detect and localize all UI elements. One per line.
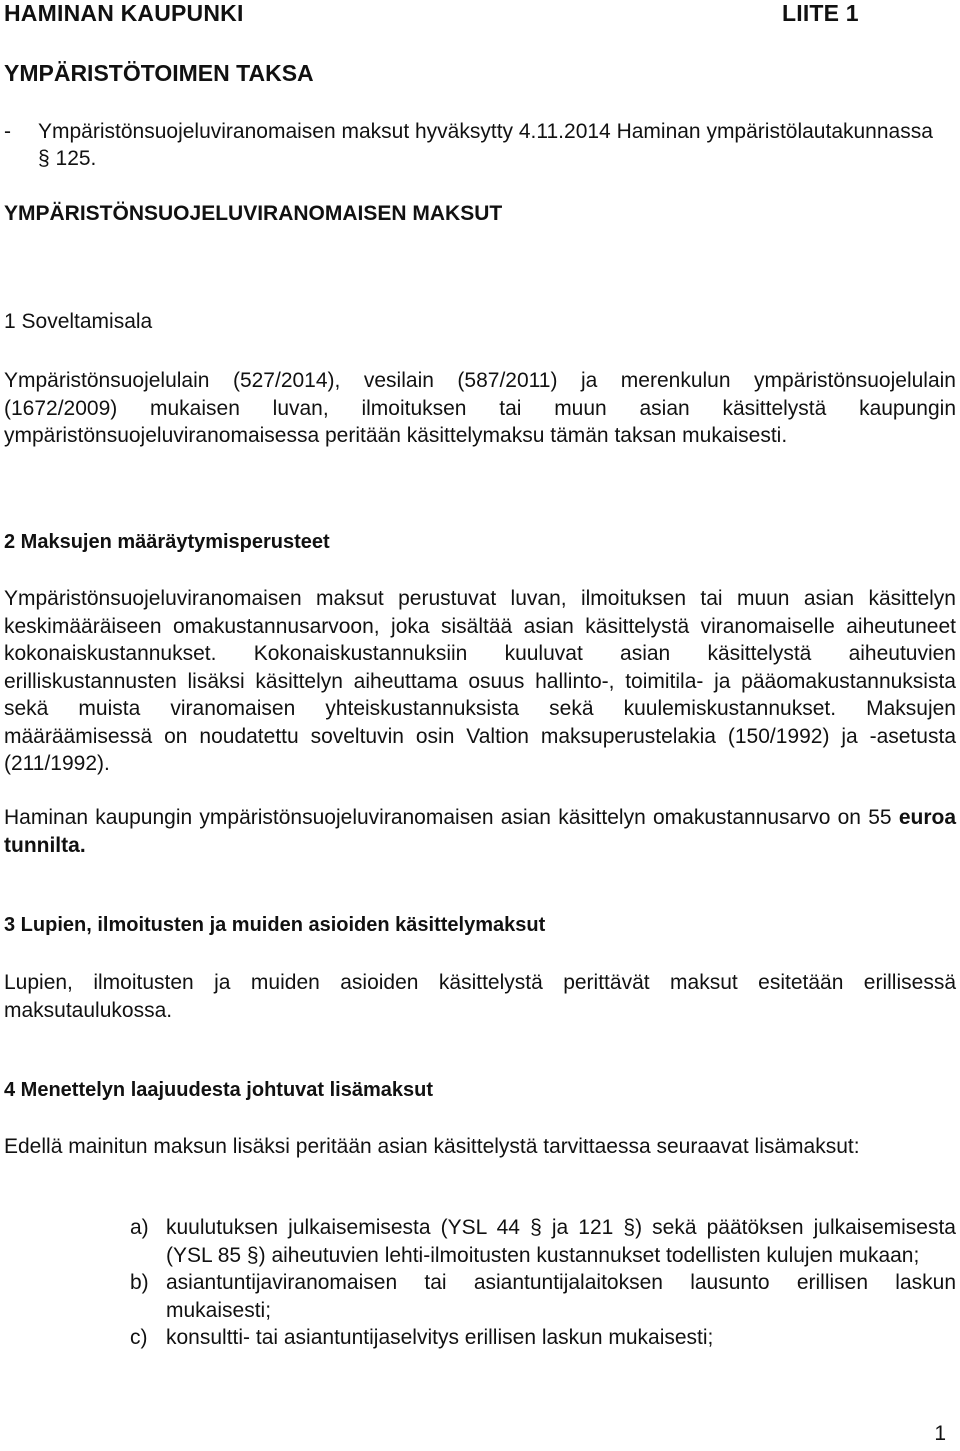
section-4-heading: 4 Menettelyn laajuudesta johtuvat lisämaksut (4, 1079, 434, 1101)
section-2-paragraph-2 (4, 804, 956, 859)
document-title: YMPÄRISTÖTOIMEN TAKSA (4, 60, 314, 86)
list-item-text: kuulutuksen julkaisemisesta (YSL 44 § ja 121 §) sekä päätöksen julkaisemisesta (YSL 85 §) aiheutuvien lehti-ilmoitusten kustannukset todellisten kulujen mukaan; (166, 1216, 956, 1267)
list-item (4, 1214, 956, 1269)
rate-unit: euroa tunnilta (4, 806, 956, 857)
organization-name: HAMINAN KAUPUNKI (4, 0, 244, 26)
page-number: 1 (934, 1422, 946, 1445)
list-item (4, 1269, 956, 1324)
attachment-label: LIITE 1 (782, 0, 859, 26)
list-marker: c) (130, 1326, 148, 1349)
list-item-text: konsultti- tai asiantuntijaselvitys erillisen laskun mukaisesti; (166, 1326, 714, 1349)
section-3-heading: 3 Lupien, ilmoitusten ja muiden asioiden käsittelymaksut (4, 914, 546, 936)
list-item (4, 1324, 956, 1352)
section-4-paragraph: Edellä mainitun maksun lisäksi peritään asian käsittelystä tarvittaessa seuraavat lisämaksut: (4, 1135, 860, 1158)
document-header (4, 0, 956, 30)
list-marker: a) (130, 1216, 149, 1239)
document-page (4, 0, 956, 1451)
section-3-paragraph: Lupien, ilmoitusten ja muiden asioiden käsittelystä perittävät maksut esitetään erillisessä maksutaulukossa. (4, 971, 956, 1022)
section-1-paragraph: Ympäristönsuojelulain (527/2014), vesilain (587/2011) ja merenkulun ympäristönsuojelulain (1672/2009) mukaisen luvan, ilmoituksen tai muun asian käsittelystä kaupungin ympäristönsuojeluviranomaisessa peritään käsittelymaksu tämän taksan mukaisesti. (4, 369, 956, 447)
list-item-text: asiantuntijaviranomaisen tai asiantuntijalaitoksen lausunto erillisen laskun mukaisesti; (166, 1271, 956, 1322)
section-2-heading: 2 Maksujen määräytymisperusteet (4, 531, 330, 553)
note-dash: - (4, 120, 11, 143)
section-2-paragraph-1: Ympäristönsuojeluviranomaisen maksut perustuvat luvan, ilmoituksen tai muun asian käsittelyn keskimääräiseen omakustannusarvoon, joka sisältää asian käsittelystä viranomaiselle aiheutuneet kokonaiskustannukset. Kokonaiskustannuksiin kuuluvat asian käsittelystä aiheutuvien erilliskustannusten lisäksi käsittelyn aiheuttama osuus hallinto-, toimitila- ja pääomakustannuksista sekä muista viranomaisen yhteiskustannuksista sekä kuulemiskustannukset. Maksujen määräämisessä on noudatettu soveltuvin osin Valtion maksuperustelakia (150/1992) ja -asetusta (211/1992). (4, 587, 956, 775)
additional-fees-list (4, 1214, 956, 1352)
section-1-heading: 1 Soveltamisala (4, 310, 153, 333)
main-section-title: YMPÄRISTÖNSUOJELUVIRANOMAISEN MAKSUT (4, 202, 503, 225)
rate-text: Haminan kaupungin ympäristönsuojeluviranomaisen asian käsittelyn omakustannusarvo on 55 (4, 806, 892, 829)
rate-end: . (79, 833, 86, 857)
note-text: Ympäristönsuojeluviranomaisen maksut hyväksytty 4.11.2014 Haminan ympäristölautakunnassa § 125. (38, 120, 933, 170)
list-marker: b) (130, 1271, 149, 1294)
